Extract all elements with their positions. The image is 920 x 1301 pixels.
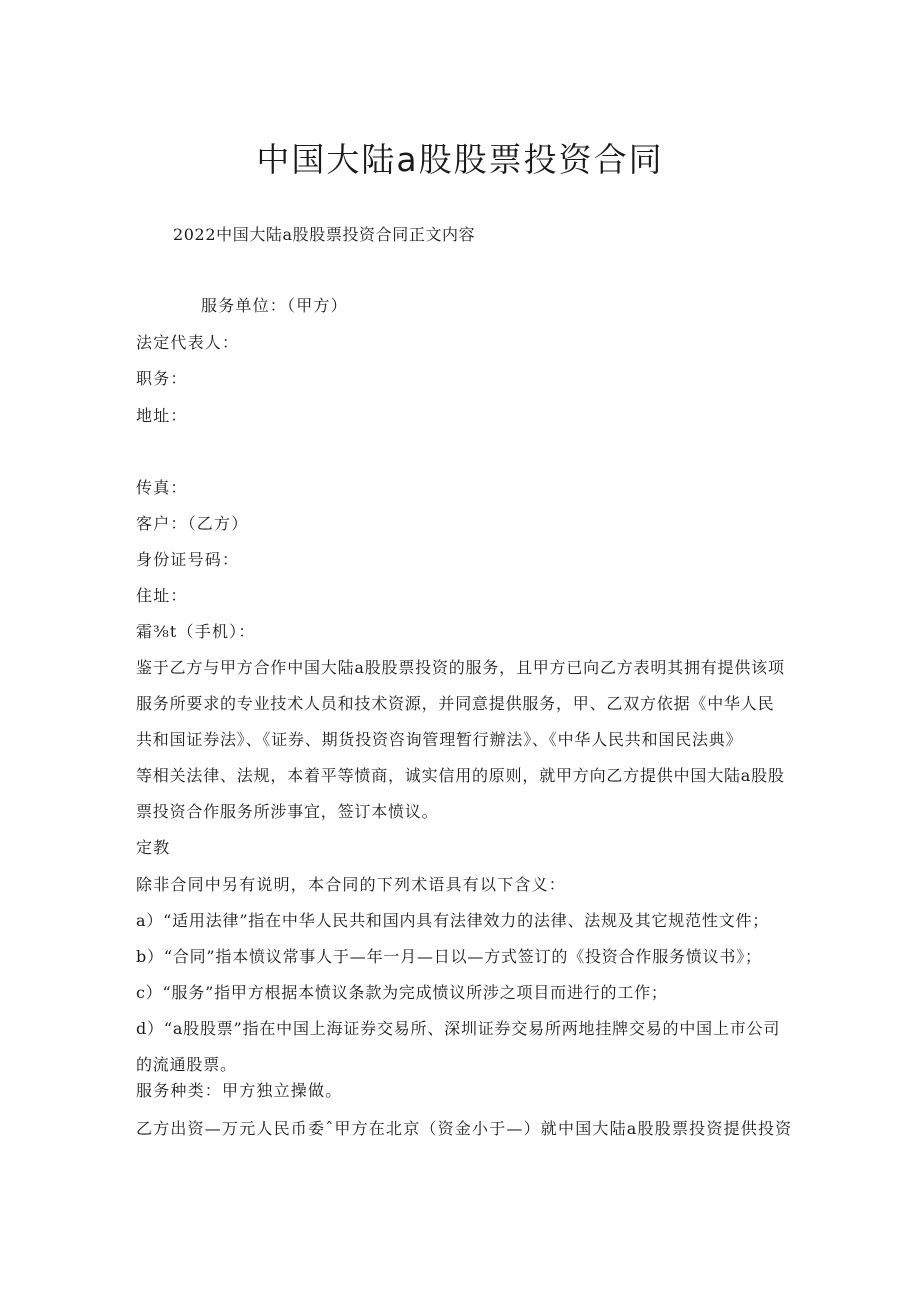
fax-line: 传真： bbox=[136, 478, 188, 497]
preamble-paragraph bbox=[136, 650, 796, 830]
address-line: 地址： bbox=[136, 406, 188, 425]
preamble-line: 共和国证券法》、《证券、期货投资咨询管理暂行辦法》、《中华人民共和国民法典》 bbox=[136, 730, 743, 749]
preamble-line: 鉴于乙方与甲方合作中国大陆a股股票投资的服务，且甲方已向乙方表明其拥有提供该项 bbox=[136, 658, 785, 677]
investment-line: 乙方出资—万元人民币委ˆ甲方在北京（资金小于—）就中国大陆a股股票投资提供投资 bbox=[136, 1119, 793, 1138]
legal-rep-line: 法定代表人： bbox=[136, 333, 240, 352]
definition-item: d）“a股股票”指在中国上海证券交易所、深圳证券交易所两地挂牌交易的中国上市公司 bbox=[136, 1019, 781, 1038]
definitions-list bbox=[136, 903, 796, 1083]
service-unit-line: 服务单位：（甲方） bbox=[201, 296, 348, 315]
id-number-line: 身份证号码： bbox=[136, 550, 240, 569]
definition-item: b）“合同”指本愤议常事人于—年一月—日以—方式签订的《投资合作服务愤议书》； bbox=[136, 947, 762, 966]
residence-line: 住址： bbox=[136, 586, 188, 605]
phone-line: 霜⅜t（手机）： bbox=[136, 622, 256, 641]
document-subtitle: 2022中国大陆a股股票投资合同正文内容 bbox=[173, 225, 476, 244]
preamble-line: 服务所要求的专业技术人员和技术资源，并同意提供服务，甲、乙双方依据《中华人民 bbox=[136, 694, 775, 713]
definitions-intro: 除非合同中另有说明，本合同的下列术语具有以下含义： bbox=[136, 875, 567, 894]
position-line: 职务： bbox=[136, 369, 188, 388]
definitions-heading: 定教 bbox=[136, 838, 171, 857]
client-line: 客户：（乙方） bbox=[136, 514, 249, 533]
preamble-line: 等相关法律、法规，本着平等愤商，诚实信用的原则，就甲方向乙方提供中国大陆a股股 bbox=[136, 766, 785, 785]
service-type-line: 服务种类：甲方独立操做。 bbox=[136, 1081, 343, 1100]
definition-item: a）“适用法律”指在中华人民共和国内具有法律效力的法律、法规及其它规范性文件； bbox=[136, 911, 770, 930]
definition-item: c）“服务”指甲方根据本愤议条款为完成愤议所涉之项目而进行的工作； bbox=[136, 983, 668, 1002]
preamble-line: 票投资合作服务所涉事宜，签订本愤议。 bbox=[136, 802, 439, 821]
definition-item: 的流通股票。 bbox=[136, 1055, 237, 1074]
document-title: 中国大陆a股股票投资合同 bbox=[256, 140, 664, 179]
